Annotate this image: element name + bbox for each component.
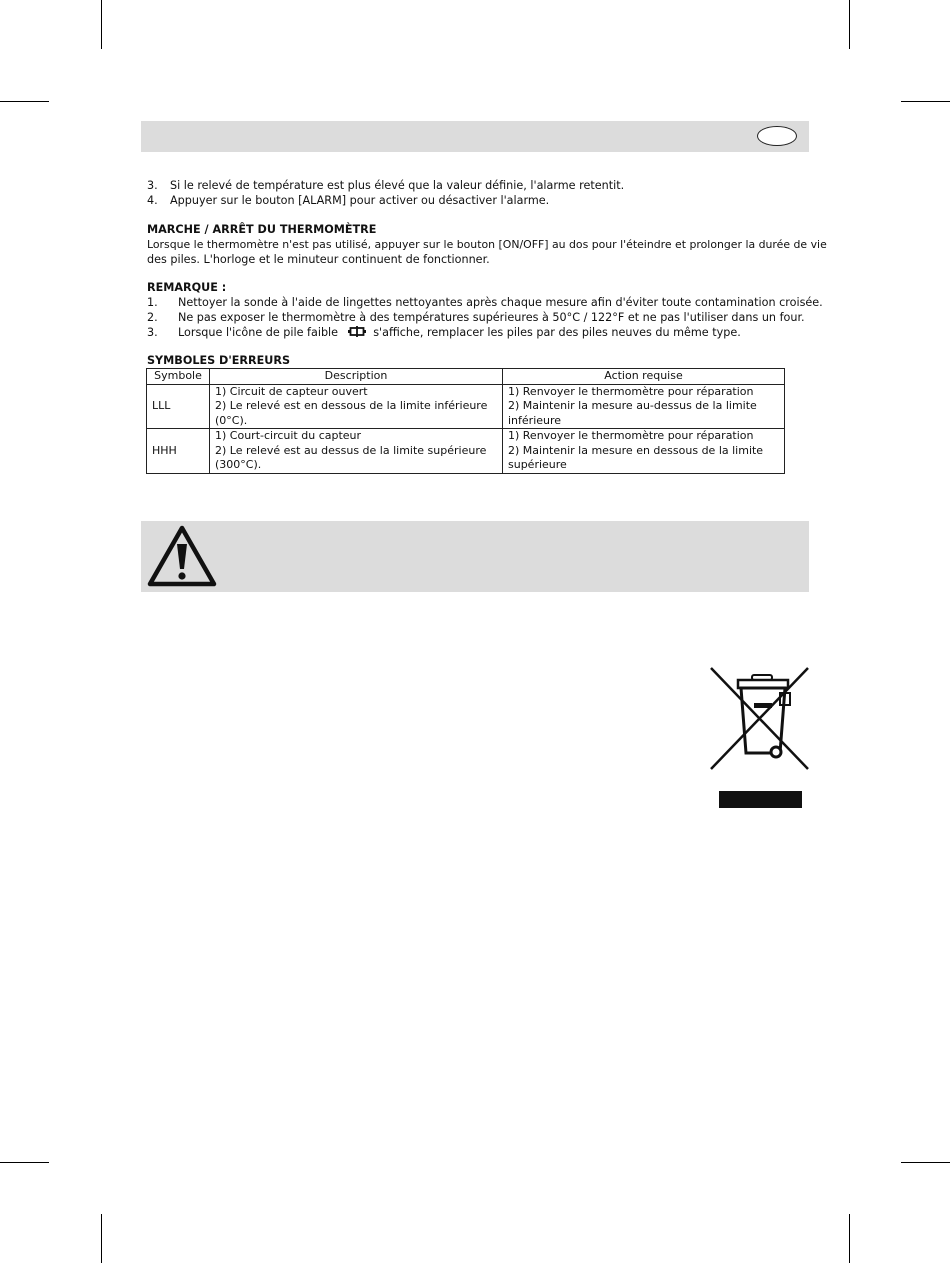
column-header: Action requise [503, 369, 785, 385]
action-cell [503, 384, 785, 429]
list-number: 3. [147, 326, 158, 339]
section-heading-on-off: MARCHE / ARRÊT DU THERMOMÈTRE [147, 223, 377, 236]
table-header-row [147, 369, 785, 385]
crop-mark [0, 1162, 49, 1163]
error-symbols-table [146, 368, 785, 474]
column-header: Description [210, 369, 503, 385]
section-heading-errors: SYMBOLES D'ERREURS [147, 354, 291, 367]
cell-line: inférieure [508, 413, 562, 427]
cell-line: 2) Maintenir la mesure au-dessus de la limite [508, 399, 757, 412]
paragraph-line: Lorsque le thermomètre n'est pas utilisé, appuyer sur le bouton [ON/OFF] au dos pour l'éteindre et prolonger la durée de vie [147, 238, 827, 251]
cell-line: 2) Maintenir la mesure en dessous de la limite [508, 443, 764, 457]
list-number: 4. [147, 194, 158, 207]
crop-mark [901, 1162, 950, 1163]
crop-mark [901, 101, 950, 102]
battery-low-icon [348, 326, 366, 337]
crop-mark [849, 1214, 850, 1263]
weee-black-bar [719, 791, 802, 808]
cell-line: (300°C). [215, 458, 262, 471]
symbol-cell: HHH [147, 429, 210, 474]
list-item: Nettoyer la sonde à l'aide de lingettes nettoyantes après chaque mesure afin d'éviter toute contamination croisée. [178, 296, 823, 309]
crossed-out-bin-icon [708, 665, 812, 773]
description-cell [210, 384, 503, 429]
warning-bar [141, 521, 809, 592]
description-cell [210, 429, 503, 474]
list-item-text-before: Lorsque l'icône de pile faible [178, 326, 339, 339]
cell-line: 1) Circuit de capteur ouvert [215, 384, 368, 398]
list-number: 3. [147, 179, 158, 192]
language-badge [757, 126, 797, 146]
list-item: Si le relevé de température est plus élevé que la valeur définie, l'alarme retentit. [170, 179, 625, 192]
cell-line: 2) Le relevé est au dessus de la limite supérieure [215, 443, 487, 457]
warning-triangle-icon [146, 524, 218, 588]
cell-line: (0°C). [215, 413, 248, 427]
crop-mark [0, 101, 49, 102]
section-heading-remark: REMARQUE : [147, 281, 227, 294]
list-item: Ne pas exposer le thermomètre à des températures supérieures à 50°C / 122°F et ne pas l'utiliser dans un four. [178, 311, 805, 324]
crop-mark [101, 0, 102, 49]
cell-line: supérieure [508, 458, 567, 471]
list-item: Appuyer sur le bouton [ALARM] pour activer ou désactiver l'alarme. [170, 194, 550, 207]
column-header: Symbole [147, 369, 210, 385]
list-number: 1. [147, 296, 158, 309]
list-item [178, 325, 741, 340]
cell-line: 1) Court-circuit du capteur [215, 429, 362, 442]
header-bar [141, 121, 809, 152]
cell-line: 1) Renvoyer le thermomètre pour réparation [508, 384, 754, 398]
cell-line: 2) Le relevé est en dessous de la limite inférieure [215, 399, 488, 412]
cell-line: 1) Renvoyer le thermomètre pour réparation [508, 429, 754, 442]
table-row [147, 384, 785, 429]
action-cell [503, 429, 785, 474]
list-number: 2. [147, 311, 158, 324]
table-row [147, 429, 785, 474]
crop-mark [101, 1214, 102, 1263]
list-item-text-after: s'affiche, remplacer les piles par des piles neuves du même type. [373, 326, 741, 339]
crop-mark [849, 0, 850, 49]
symbol-cell: LLL [147, 384, 210, 429]
paragraph-line: des piles. L'horloge et le minuteur continuent de fonctionner. [147, 253, 490, 266]
